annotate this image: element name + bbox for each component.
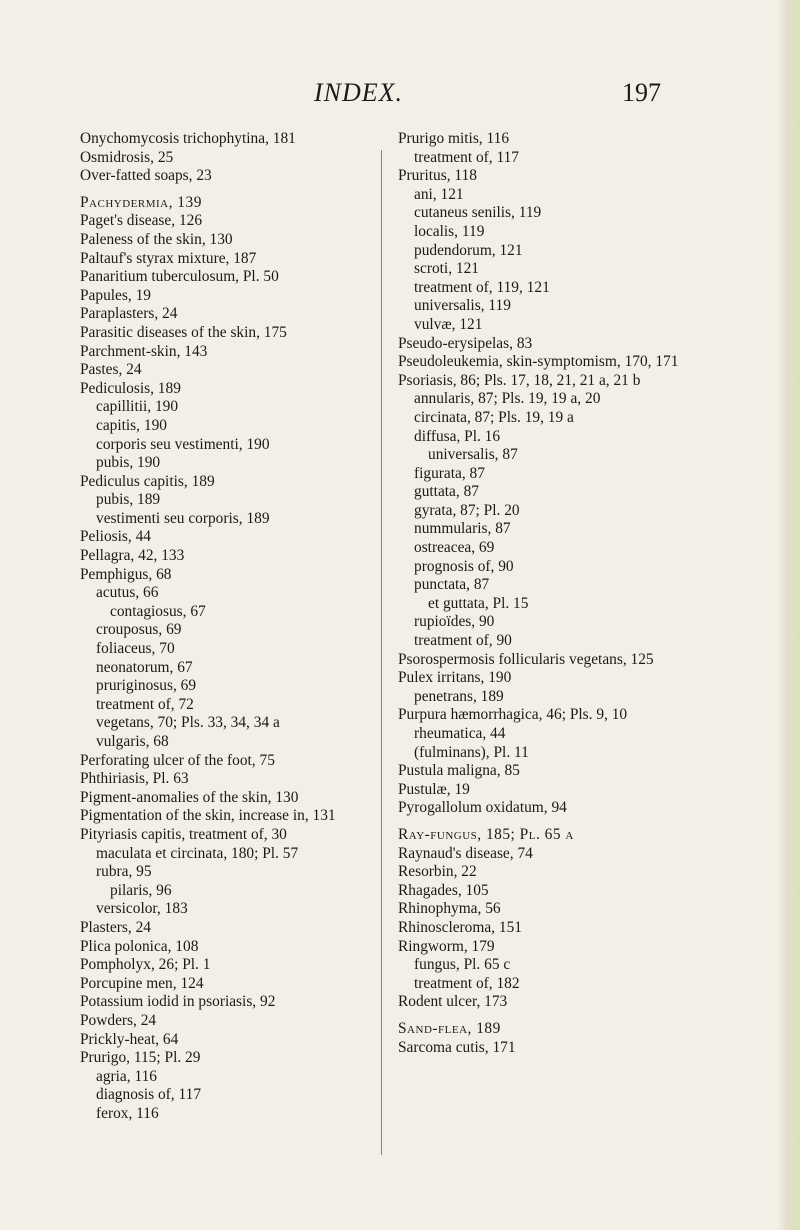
index-entry: Pigmentation of the skin, increase in, 131 [80,807,336,825]
index-entry: Pigment-anomalies of the skin, 130 [80,788,299,806]
index-subentry: diffusa, Pl. 16 [414,427,501,445]
index-subentry: guttata, 87 [414,483,479,501]
index-entry: Pediculosis, 189 [80,379,181,397]
index-entry: Rodent ulcer, 173 [398,993,508,1011]
index-entry: Onychomycosis trichophytina, 181 [80,130,296,147]
index-subentry: pudendorum, 121 [414,241,523,259]
index-subentry: treatment of, 182 [414,974,520,992]
index-subentry: fungus, Pl. 65 c [414,956,511,974]
index-entry: Pustula maligna, 85 [398,762,520,780]
index-subentry: (fulminans), Pl. 11 [414,743,529,761]
index-subentry: circinata, 87; Pls. 19, 19 a [414,408,574,426]
index-subentry: crouposus, 69 [96,621,182,639]
index-entry: Ringworm, 179 [398,937,495,955]
index-entry: Pseudoleukemia, skin-symptomism, 170, 171 [398,353,679,371]
index-subentry: penetrans, 189 [414,687,504,705]
index-subentry: et guttata, Pl. 15 [428,594,529,612]
index-subentry: universalis, 87 [428,446,518,464]
index-subentry: vegetans, 70; Pls. 33, 34, 34 a [96,714,280,732]
index-subentry: nummularis, 87 [414,520,511,538]
index-column-left [80,130,365,1123]
index-entry: Osmidrosis, 25 [80,148,174,166]
index-entry: Pustulæ, 19 [398,780,470,798]
index-subentry: ani, 121 [414,185,464,203]
index-entry: Pruritus, 118 [398,167,477,185]
index-subentry: diagnosis of, 117 [96,1086,202,1104]
index-entry: Powders, 24 [80,1011,157,1029]
index-entry: Raynaud's disease, 74 [398,844,533,862]
index-subentry: treatment of, 119, 121 [414,278,550,296]
page-edge [778,0,800,1230]
index-subentry: maculata et circinata, 180; Pl. 57 [96,844,299,862]
index-entry: Paget's disease, 126 [80,212,203,230]
index-entry: Pastes, 24 [80,361,142,379]
page-number: 197 [622,78,661,107]
index-subentry: pubis, 190 [96,454,161,472]
index-subentry: versicolor, 183 [96,900,188,918]
index-entry: Potassium iodid in psoriasis, 92 [80,993,276,1011]
index-subentry: ostreacea, 69 [414,539,495,557]
index-entry: Prurigo, 115; Pl. 29 [80,1049,201,1067]
index-subentry: scroti, 121 [414,260,479,278]
index-column-right [398,130,728,1057]
index-subentry: punctata, 87 [414,576,490,594]
index-entry: Porcupine men, 124 [80,974,204,992]
page-header [0,78,800,112]
index-entry: Sand-flea, 189 [398,1019,501,1037]
index-entry: Psorospermosis follicularis vegetans, 125 [398,650,654,668]
index-entry: Pachydermia, 139 [80,193,202,211]
index-entry: Peliosis, 44 [80,528,151,546]
index-entry: Pyrogallolum oxidatum, 94 [398,799,567,817]
index-entry: Pellagra, 42, 133 [80,547,185,565]
index-subentry: gyrata, 87; Pl. 20 [414,501,520,519]
index-subentry: vestimenti seu corporis, 189 [96,509,270,527]
index-entry: Rhinoscleroma, 151 [398,918,522,936]
index-subentry: treatment of, 90 [414,632,512,650]
index-entry: Paltauf's styrax mixture, 187 [80,249,257,267]
index-subentry: corporis seu vestimenti, 190 [96,435,270,453]
index-subentry: treatment of, 117 [414,148,519,166]
index-subentry: contagiosus, 67 [110,602,206,620]
index-entry: Pityriasis capitis, treatment of, 30 [80,825,287,843]
index-subentry: neonatorum, 67 [96,658,193,676]
index-subentry: rheumatica, 44 [414,725,506,742]
index-subentry: acutus, 66 [96,584,159,602]
index-entry: Panaritium tuberculosum, Pl. 50 [80,268,279,286]
index-subentry: figurata, 87 [414,464,485,482]
index-subentry: capillitii, 190 [96,398,179,416]
index-entry: Pseudo-erysipelas, 83 [398,334,533,352]
index-subentry: capitis, 190 [96,416,167,434]
index-subentry: prognosis of, 90 [414,557,514,575]
running-title: INDEX. [314,78,404,107]
index-entry: Phthiriasis, Pl. 63 [80,770,189,788]
index-subentry: rupioïdes, 90 [414,613,495,631]
index-entry: Plica polonica, 108 [80,937,199,955]
index-subentry: vulvæ, 121 [414,315,483,333]
index-entry: Paraplasters, 24 [80,305,178,323]
index-entry: Prickly-heat, 64 [80,1030,179,1048]
index-subentry: agria, 116 [96,1067,157,1085]
index-subentry: pilaris, 96 [110,881,172,899]
index-entry: Plasters, 24 [80,918,151,936]
index-entry: Prurigo mitis, 116 [398,130,510,147]
index-entry: Pemphigus, 68 [80,565,172,583]
index-entry: Pediculus capitis, 189 [80,472,215,490]
index-entry: Psoriasis, 86; Pls. 17, 18, 21, 21 a, 21 b [398,371,641,389]
index-entry: Parchment-skin, 143 [80,342,208,360]
index-entry: Parasitic diseases of the skin, 175 [80,323,287,341]
index-subentry: ferox, 116 [96,1104,159,1122]
index-entry: Resorbin, 22 [398,863,477,881]
index-subentry: pubis, 189 [96,491,161,509]
index-subentry: universalis, 119 [414,297,511,315]
index-entry: Rhinophyma, 56 [398,900,501,918]
index-subentry: foliaceus, 70 [96,640,175,658]
index-entry: Pompholyx, 26; Pl. 1 [80,956,211,974]
index-entry: Pulex irritans, 190 [398,669,512,687]
index-entry: Rhagades, 105 [398,881,489,899]
index-entry: Sarcoma cutis, 171 [398,1038,516,1056]
column-divider [381,150,382,1155]
index-entry: Paleness of the skin, 130 [80,230,233,248]
index-entry: Ray-fungus, 185; Pl. 65 a [398,825,574,843]
index-entry: Over-fatted soaps, 23 [80,167,212,185]
index-subentry: treatment of, 72 [96,695,194,713]
index-subentry: vulgaris, 68 [96,733,169,750]
index-subentry: rubra, 95 [96,863,152,881]
index-entry: Purpura hæmorrhagica, 46; Pls. 9, 10 [398,706,628,724]
index-subentry: annularis, 87; Pls. 19, 19 a, 20 [414,390,601,408]
index-subentry: localis, 119 [414,222,485,240]
index-subentry: cutaneus senilis, 119 [414,204,542,222]
index-entry: Papules, 19 [80,286,151,304]
index-subentry: pruriginosus, 69 [96,677,197,695]
index-entry: Perforating ulcer of the foot, 75 [80,751,275,769]
